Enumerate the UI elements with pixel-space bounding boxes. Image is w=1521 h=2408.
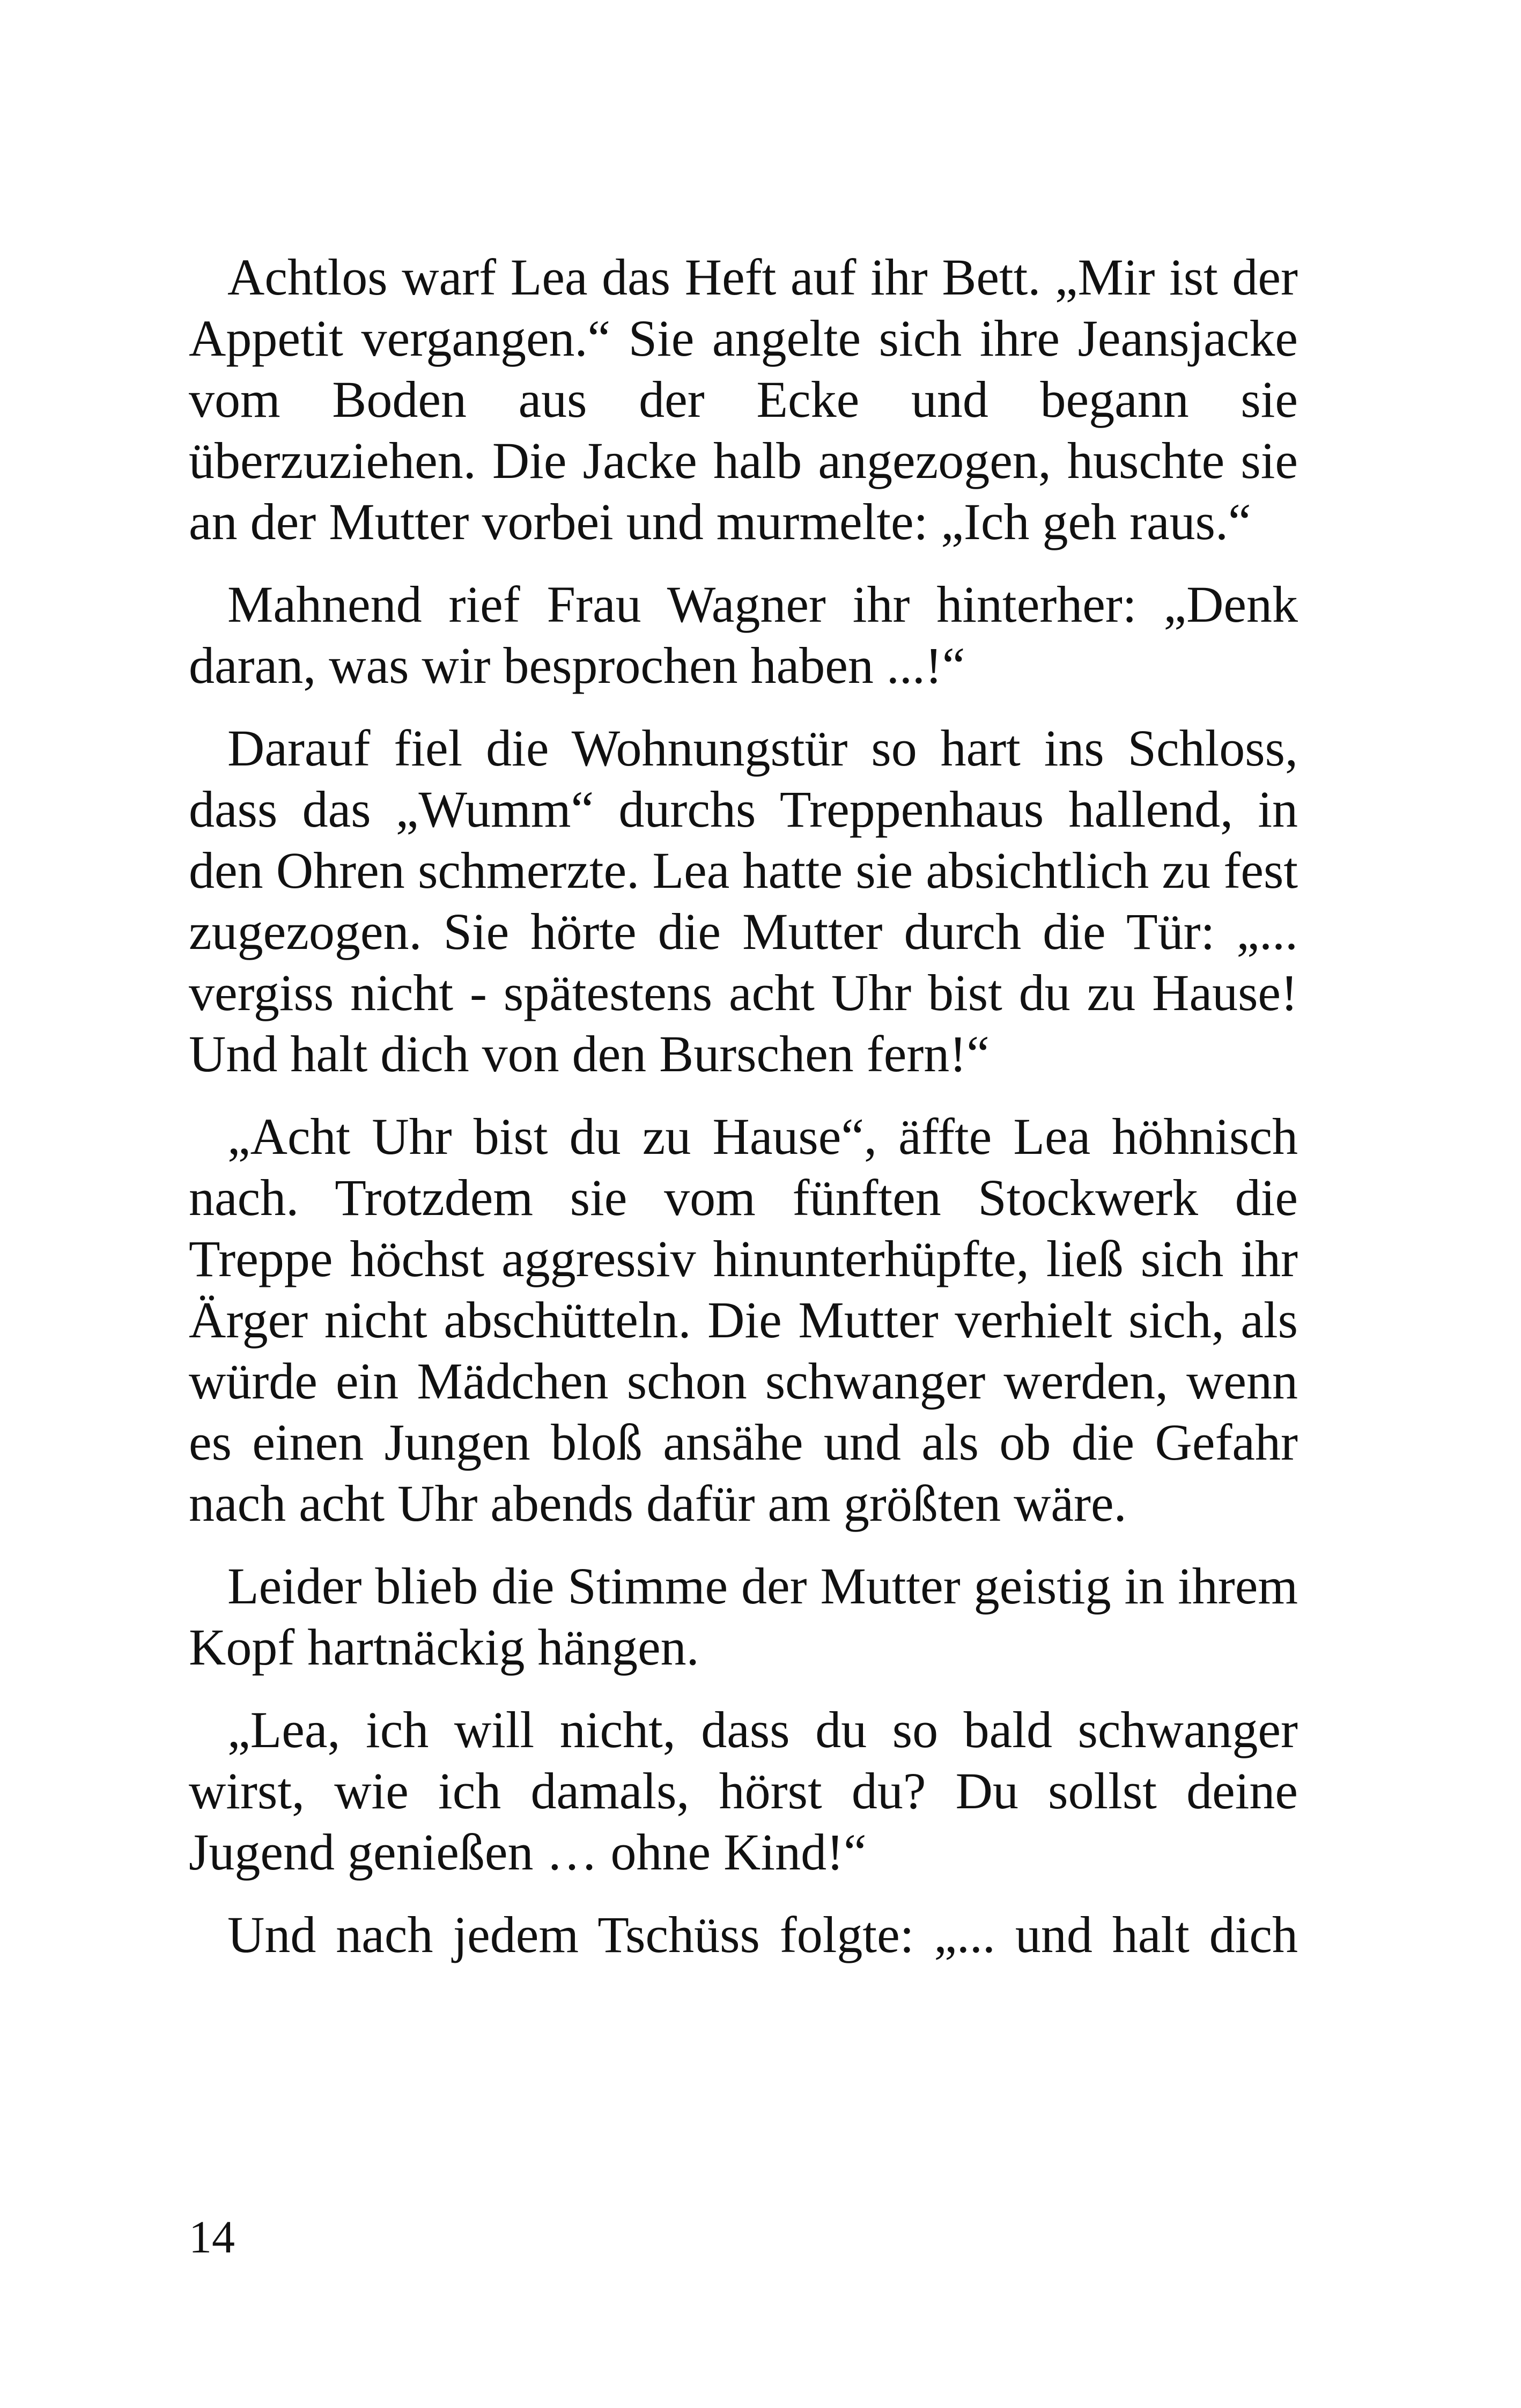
page-number: 14 <box>189 2211 235 2263</box>
paragraph: Darauf fiel die Wohnungstür so hart ins Schloss, dass das „Wumm“ durchs Treppenhaus hallend, in den Ohren schmerzte. Lea hatte sie absichtlich zu fest zugezogen. Sie hörte die Mutter durch die Tür: „... vergiss nicht - spätestens acht Uhr bist du zu Hause! Und halt dich von den Burschen fern!“ <box>189 719 1298 1083</box>
paragraph: Und nach jedem Tschüss folgte: „... und halt dich <box>227 1906 1298 1963</box>
paragraph: Mahnend rief Frau Wagner ihr hinterher: „Denk daran, was wir besprochen haben ...!“ <box>189 576 1298 694</box>
paragraph: „Lea, ich will nicht, dass du so bald schwanger wirst, wie ich damals, hörst du? Du sollst deine Jugend genießen … ohne Kind!“ <box>189 1701 1298 1881</box>
paragraph: Leider blieb die Stimme der Mutter geistig in ihrem Kopf hartnäckig hängen. <box>189 1557 1298 1676</box>
paragraph: „Acht Uhr bist du zu Hause“, äffte Lea höhnisch nach. Trotzdem sie vom fünften Stockwerk die Treppe höchst aggressiv hinunterhüpfte, ließ sich ihr Ärger nicht abschütteln. Die Mutter verhielt sich, als würde ein Mädchen schon schwanger werden, wenn es einen Jungen bloß ansähe und als ob die Gefahr nach acht Uhr abends dafür am größten wäre. <box>189 1108 1298 1532</box>
paragraph: Achtlos warf Lea das Heft auf ihr Bett. „Mir ist der Appetit vergangen.“ Sie angelte sich ihre Jeansjacke vom Boden aus der Ecke und begann sie überzuziehen. Die Jacke halb angezogen, huschte sie an der Mutter vorbei und murmelte: „Ich geh raus.“ <box>189 248 1298 550</box>
body-text <box>189 247 1298 1965</box>
